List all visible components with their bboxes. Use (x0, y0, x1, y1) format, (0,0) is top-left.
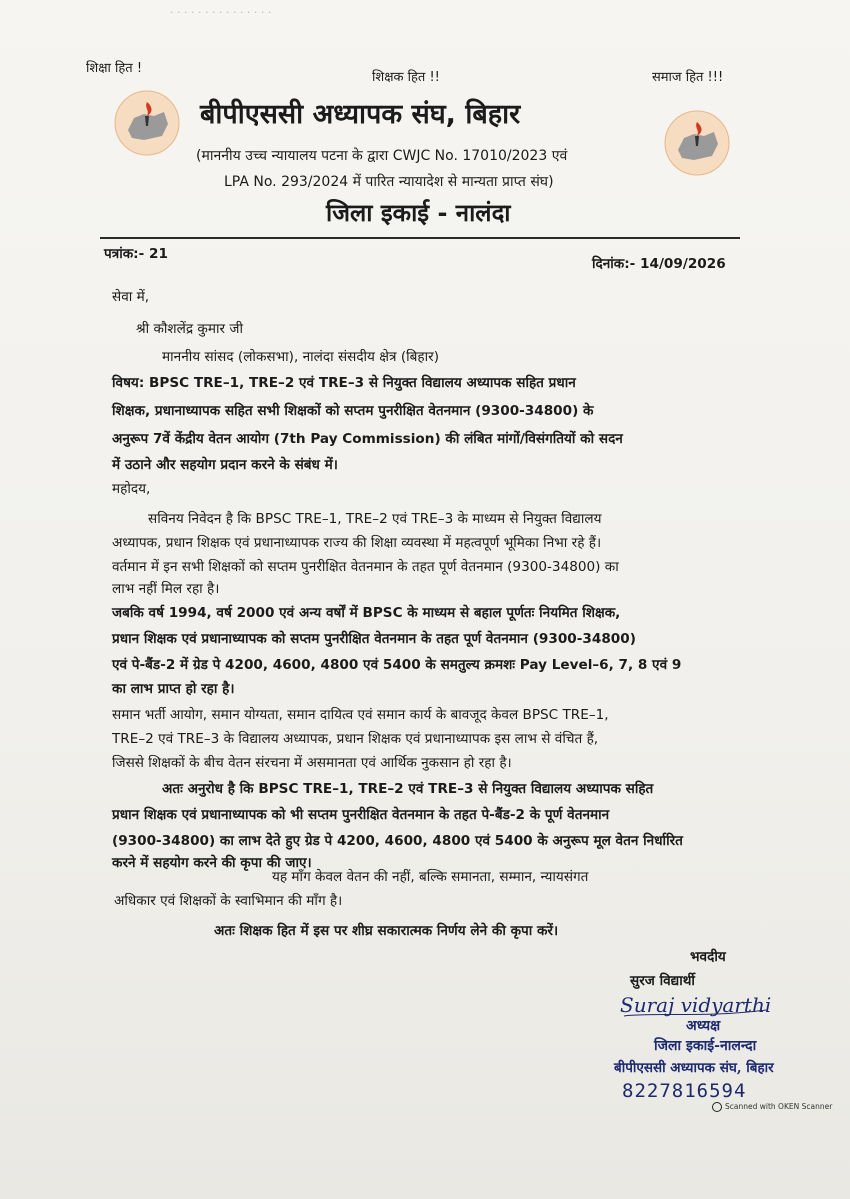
district-unit: जिला इकाई - नालंदा (326, 199, 511, 227)
faint-top-text: · · · · · · · · · · · · · · · (170, 6, 272, 19)
paragraph-line: समान भर्ती आयोग, समान योग्यता, समान दायित्व एवं समान कार्य के बावजूद केवल BPSC TRE–1, (112, 707, 609, 723)
motto-right: समाज हित !!! (652, 70, 724, 85)
paragraph-line: वर्तमान में इन सभी शिक्षकों को सप्तम पुनरीक्षित वेतनमान के तहत पूर्ण वेतनमान (9300-34800) का (112, 559, 619, 575)
stamp-organization: बीपीएससी अध्यापक संघ, बिहार (614, 1060, 774, 1076)
organization-name: बीपीएससी अध्यापक संघ, बिहार (200, 99, 521, 130)
paragraph-line: का लाभ प्राप्त हो रहा है। (112, 681, 235, 697)
subject-line: अनुरूप 7वें केंद्रीय वेतन आयोग (7th Pay Commission) की लंबित मांगों/विसंगतियों को सदन (112, 431, 623, 447)
motto-left: शिक्षा हित ! (86, 61, 143, 76)
letter-date: दिनांक:- 14/09/2026 (592, 256, 726, 272)
paragraph-line: करने में सहयोग करने की कृपा की जाए। (112, 855, 312, 871)
paragraph-line: प्रधान शिक्षक एवं प्रधानाध्यापक को भी सप्तम पुनरीक्षित वेतनमान के तहत पे-बैंड-2 के पूर्ण वेतनमान (112, 807, 610, 823)
recognition-line-2: LPA No. 293/2024 में पारित न्यायादेश से मान्यता प्राप्त संघ) (224, 174, 554, 190)
paragraph-line: जिससे शिक्षकों के बीच वेतन संरचना में असमानता एवं आर्थिक नुकसान हो रहा है। (112, 755, 512, 771)
subject-line: विषय: BPSC TRE–1, TRE–2 एवं TRE–3 से नियुक्त विद्यालय अध्यापक सहित प्रधान (112, 375, 576, 391)
paragraph-line: अध्यापक, प्रधान शिक्षक एवं प्रधानाध्यापक राज्य की शिक्षा व्यवस्था में महत्वपूर्ण भूमिका निभा रहे हैं। (112, 535, 602, 551)
addressee-designation: माननीय सांसद (लोकसभा), नालंदा संसदीय क्षेत्र (बिहार) (162, 349, 440, 365)
motto-center: शिक्षक हित !! (372, 70, 440, 85)
stamp-title: अध्यक्ष (686, 1018, 721, 1034)
paragraph-line: लाभ नहीं मिल रहा है। (112, 581, 220, 597)
union-logo-right (664, 110, 730, 176)
scanner-icon (712, 1102, 722, 1112)
yours-faithfully: भवदीय (690, 949, 726, 965)
paragraph-line: सविनय निवेदन है कि BPSC TRE–1, TRE–2 एवं TRE–3 के माध्यम से नियुक्त विद्यालय (148, 511, 602, 527)
paragraph-line: अतः अनुरोध है कि BPSC TRE–1, TRE–2 एवं TRE–3 से नियुक्त विद्यालय अध्यापक सहित (162, 781, 654, 797)
addressee-name: श्री कौशलेंद्र कुमार जी (136, 321, 244, 337)
paragraph-line: अधिकार एवं शिक्षकों के स्वाभिमान की माँग है। (114, 893, 343, 909)
paragraph-line: जबकि वर्ष 1994, वर्ष 2000 एवं अन्य वर्षों में BPSC के माध्यम से बहाल पूर्णतः नियमित शिक्षक, (112, 605, 621, 621)
salutation: सेवा में, (112, 289, 150, 305)
signature-text: Suraj vidyarthi (620, 993, 772, 1017)
subject-line: शिक्षक, प्रधानाध्यापक सहित सभी शिक्षकों को सप्तम पुनरीक्षित वेतनमान (9300-34800) के (112, 403, 594, 419)
greeting: महोदय, (112, 481, 151, 497)
scanner-watermark (712, 1102, 832, 1112)
closing-request: अतः शिक्षक हित में इस पर शीघ्र सकारात्मक निर्णय लेने की कृपा करें। (214, 923, 559, 939)
paragraph-line: (9300-34800) का लाभ देते हुए ग्रेड पे 4200, 4600, 4800 एवं 5400 के अनुरूप मूल वेतन निर्धारित (112, 833, 683, 849)
paragraph-line: यह माँग केवल वेतन की नहीं, बल्कि समानता, सम्मान, न्यायसंगत (272, 869, 589, 885)
stamp-unit: जिला इकाई-नालन्दा (654, 1038, 757, 1054)
phone-number: 8227816594 (622, 1080, 747, 1102)
scanner-text: Scanned with OKEN Scanner (725, 1102, 833, 1111)
paragraph-line: एवं पे-बैंड-2 में ग्रेड पे 4200, 4600, 4800 एवं 5400 के समतुल्य क्रमशः Pay Level–6, 7, 8 एवं 9 (112, 657, 682, 673)
sender-name: सुरज विद्यार्थी (630, 973, 695, 989)
paragraph-line: TRE–2 एवं TRE–3 के विद्यालय अध्यापक, प्रधान शिक्षक एवं प्रधानाध्यापक इस लाभ से वंचित हैं, (112, 731, 599, 747)
header-rule (100, 237, 740, 239)
union-logo-left (114, 90, 180, 156)
letter-number: पत्रांक:- 21 (104, 246, 168, 262)
subject-line: में उठाने और सहयोग प्रदान करने के संबंध में। (112, 457, 338, 473)
paragraph-line: प्रधान शिक्षक एवं प्रधानाध्यापक को सप्तम पुनरीक्षित वेतनमान के तहत पूर्ण वेतनमान (9300-34800) (112, 631, 636, 647)
recognition-line-1: (माननीय उच्च न्यायालय पटना के द्वारा CWJC No. 17010/2023 एवं (196, 148, 568, 164)
